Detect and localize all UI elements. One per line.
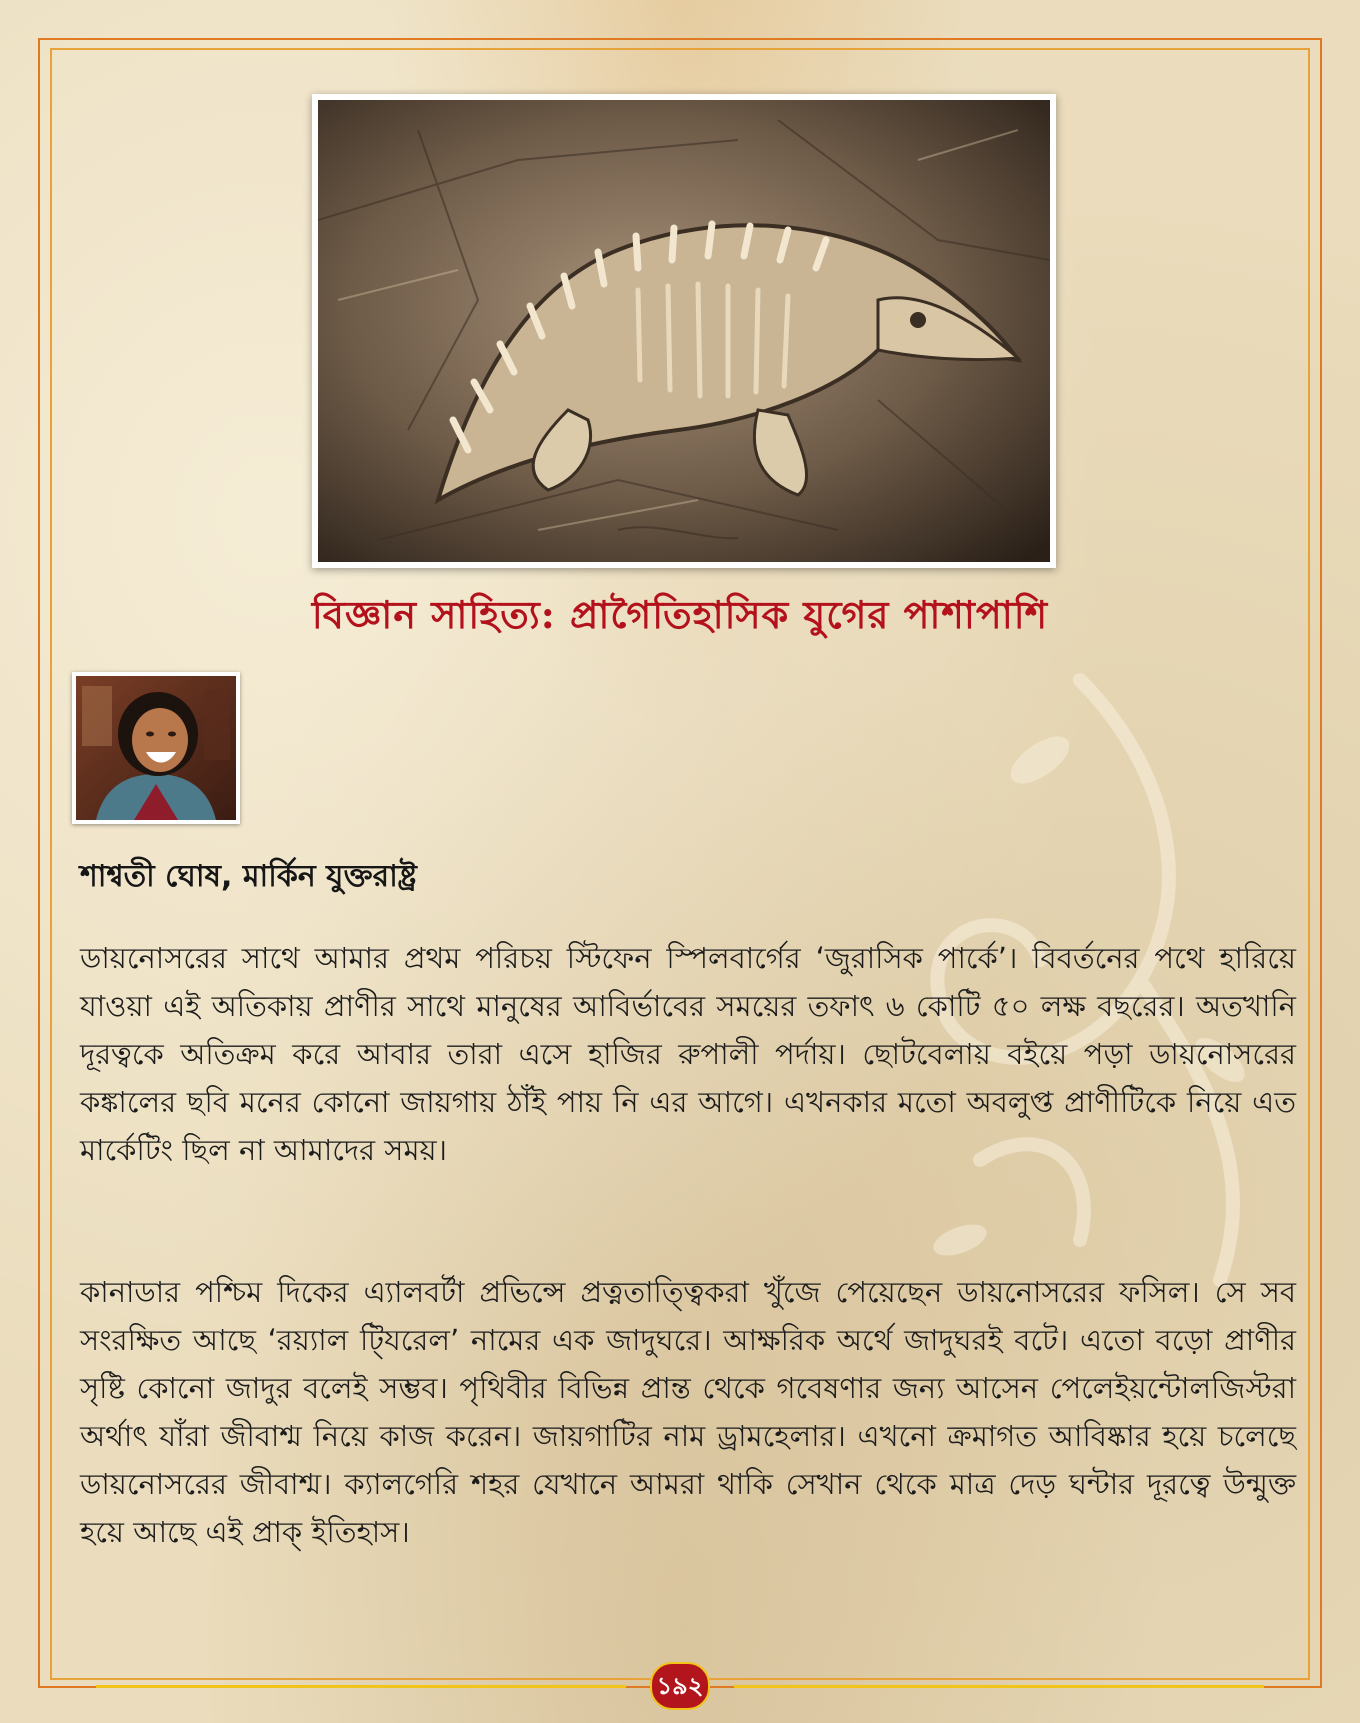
footer-rule-left xyxy=(96,1685,626,1688)
article-title: বিজ্ঞান সাহিত্য: প্রাগৈতিহাসিক যুগের পাশাপাশি xyxy=(311,592,1049,637)
fossil-illustration xyxy=(318,100,1050,562)
article-paragraph: ডায়নোসরের সাথে আমার প্রথম পরিচয় স্টিফেন স্পিলবার্গের ‘জুরাসিক পার্কে’। বিবর্তনের পথে হারিয়ে যাওয়া এই অতিকায় প্রাণীর সাথে মানুষের আবির্ভাবের সময়ের তফাৎ ৬ কোটি ৫০ লক্ষ বছরের। অতখানি দূরত্বকে অতিক্রম করে আবার তারা এসে হাজির রুপালী পর্দায়। ছোটবেলায় বইয়ে পড়া ডায়নোসরের কঙ্কালের ছবি মনের কোনো জায়গায় ঠাঁই পায় নি এর আগে। এখনকার মতো অবলুপ্ত প্রাণীটিকে নিয়ে এত মার্কেটিং ছিল না আমাদের সময়। xyxy=(80,941,1296,1167)
author-photo xyxy=(72,672,240,824)
author-byline: শাশ্বতী ঘোষ, মার্কিন যুক্তরাষ্ট্র xyxy=(80,859,417,894)
article-paragraph: কানাডার পশ্চিম দিকের এ্যালবর্টা প্রভিন্সে প্রত্নতাত্ত্বিকরা খুঁজে পেয়েছেন ডায়নোসরের ফসিল। সে সব সংরক্ষিত আছে ‘রয়্যাল টি্যরেল’ নামের এক জাদুঘরে। আক্ষরিক অর্থে জাদুঘরই বটে। এতো বড়ো প্রাণীর সৃষ্টি কোনো জাদুর বলেই সম্ভব। পৃথিবীর বিভিন্ন প্রান্ত থেকে গবেষণার জন্য আসেন পেলেইয়ন্টোলজিস্টরা অর্থাৎ যাঁরা জীবাশ্ম নিয়ে কাজ করেন। জায়গাটির নাম ড্রামহেলার। এখনো ক্রমাগত আবিষ্কার হয়ে চলেছে ডায়নোসরের জীবাশ্ম। ক্যালগেরি শহর যেখানে আমরা থাকি সেখান থেকে মাত্র দেড় ঘন্টার দূরত্বে উন্মুক্ত হয়ে আছে এই প্রাক্ ইতিহাস। xyxy=(80,1275,1296,1549)
footer-rule-right xyxy=(734,1685,1264,1688)
author-portrait xyxy=(76,676,236,820)
page-number-badge: ১৯২ xyxy=(650,1662,710,1710)
dinosaur-fossil-image xyxy=(312,94,1056,568)
